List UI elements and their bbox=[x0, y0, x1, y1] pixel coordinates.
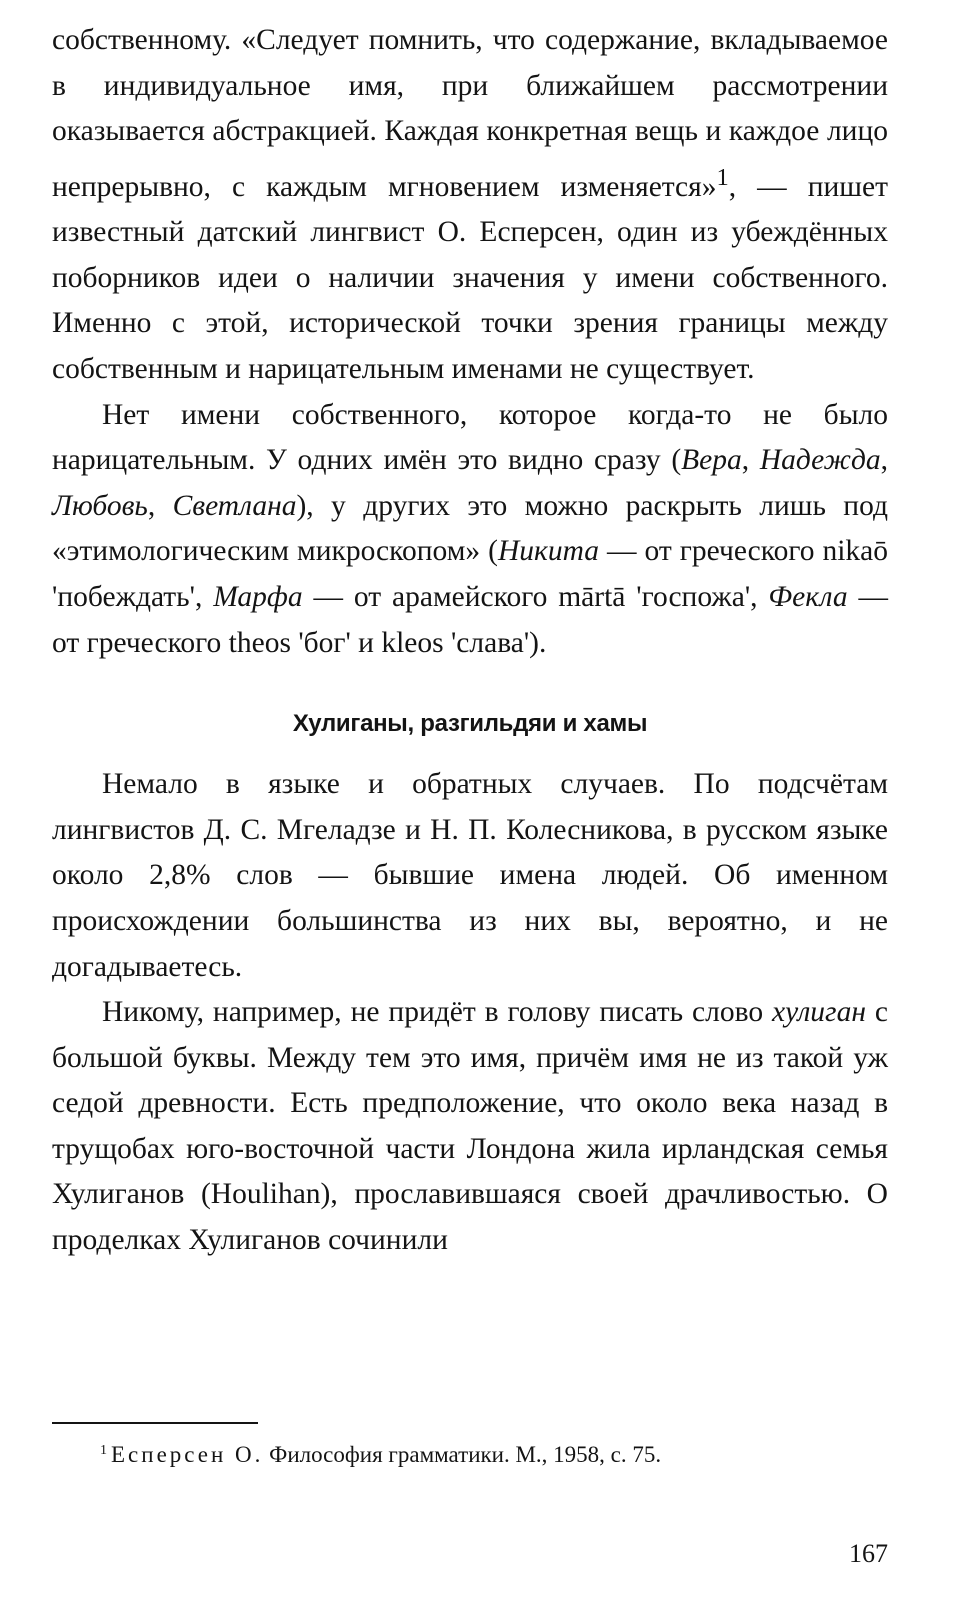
footnote-divider bbox=[52, 1422, 258, 1424]
section-heading: Хулиганы, разгильдяи и хамы bbox=[292, 710, 648, 738]
paragraph-3: Немало в языке и обратных случаев. По подсчётам лингвистов Д. С. Мгеладзе и Н. П. Колесникова, в русском языке около 2,8% слов — бывшие имена людей. Об именном происхождении большинства из них вы, вероятно, и не догадываетесь. bbox=[52, 768, 888, 983]
page-number: 167 bbox=[849, 1539, 888, 1568]
page-body bbox=[52, 18, 888, 1264]
footnote-marker: 1 bbox=[100, 1443, 107, 1458]
footnote-text: Философия грамматики. М., 1958, с. 75. bbox=[269, 1442, 662, 1467]
paragraph-4: Никому, например, не придёт в голову писать слово хулиган с большой буквы. Между тем это имя, причём имя не из такой уж седой древности. Есть предположение, что около века назад в трущобах юго-восточной части Лондона жила ирландская семья Хулиганов (Houlihan), прославившаяся своей драчливостью. О проделках Хулиганов сочинили bbox=[52, 996, 889, 1257]
paragraph-2: Нет имени собственного, которое когда-то не было нарицательным. У одних имён это видно сразу (Вера, Надежда, Любовь, Светлана), у других это можно раскрыть лишь под «этимологическим микроскопом» (Никита — от греческого nikaō 'побеждать', Марфа — от арамейского mārtā 'госпожа', Фекла — от греческого theos 'бог' и kleos 'слава'). bbox=[52, 398, 889, 659]
paragraph-1: собственному. «Следует помнить, что содержание, вкладываемое в индивидуальное имя, при ближайшем рассмотрении оказывается абстракцией. Каждая конкретная вещь и каждое лицо непрерывно, с каждым мгновением изменяется»$^1$, — пишет известный датский лингвист О. Есперсен, один из убеждённых поборников идеи о наличии значения у имени собственного. Именно с этой, исторической точки зрения границы между собственным и нарицательным именами не существует. bbox=[52, 24, 888, 385]
footnote bbox=[100, 1436, 888, 1470]
footnote-author: Есперсен О. bbox=[111, 1442, 264, 1467]
